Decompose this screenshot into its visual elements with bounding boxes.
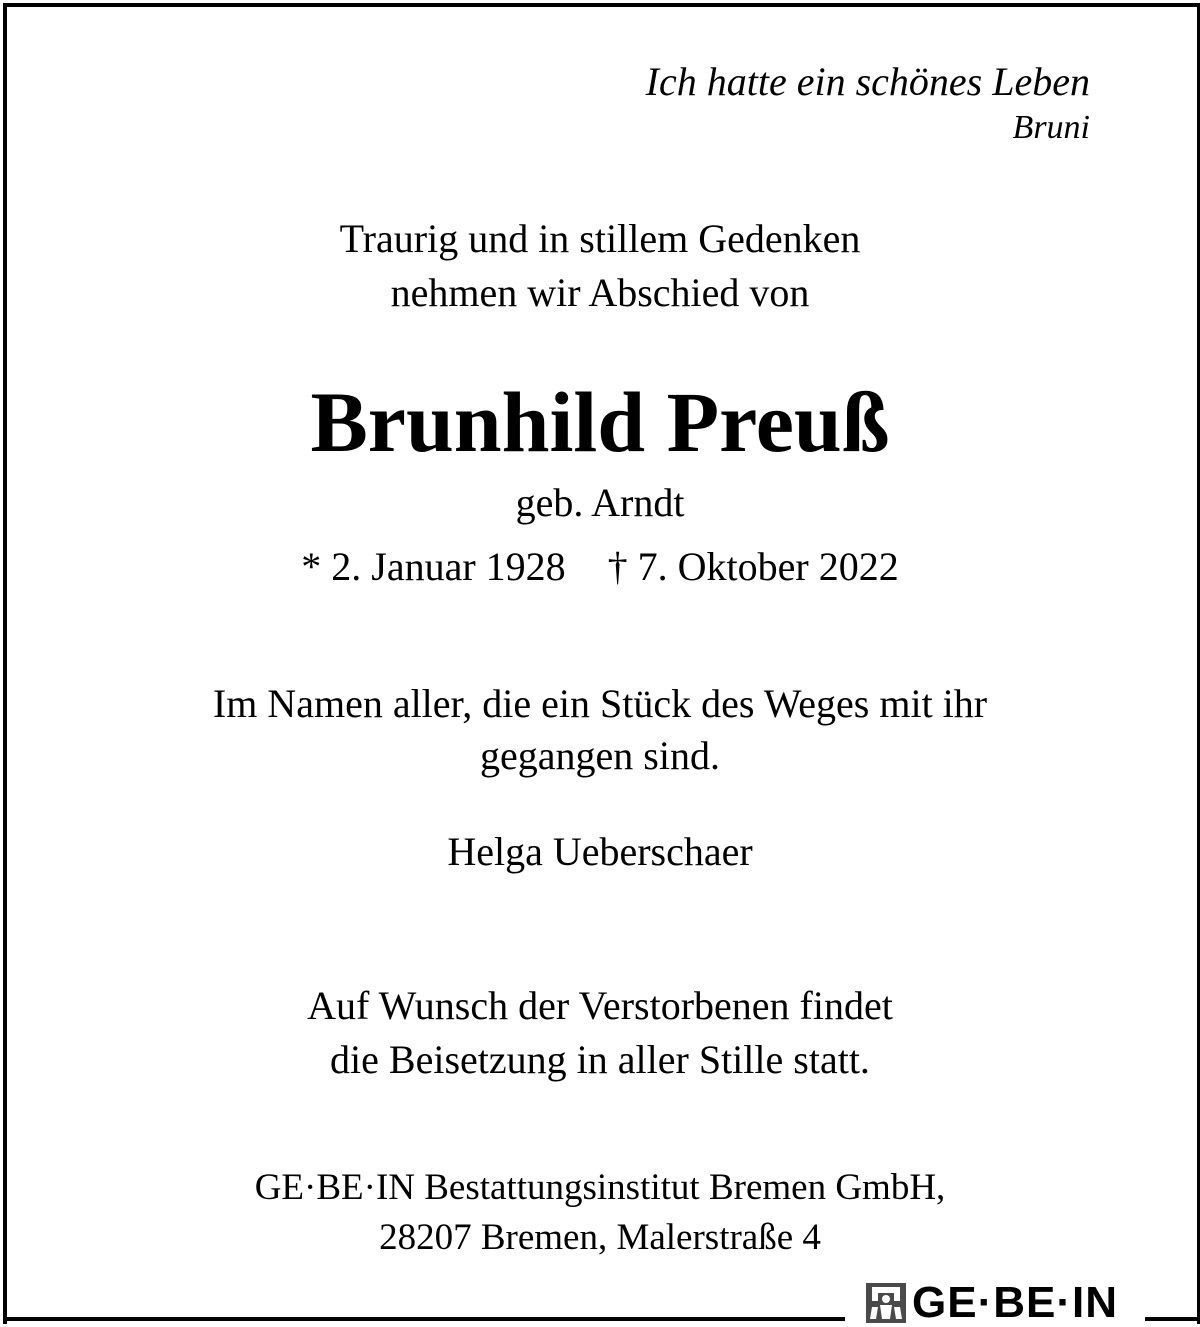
- maiden-name: geb. Arndt: [515, 480, 685, 525]
- gebein-logo: [860, 1280, 1124, 1325]
- bottom-rule-right: [1145, 1317, 1197, 1321]
- logo-text: GE·BE·IN: [912, 1278, 1118, 1327]
- bottom-rule-left: [3, 1317, 845, 1321]
- mourners-text: [0, 678, 1200, 782]
- funeral-home: [0, 1163, 1200, 1263]
- birth-date: * 2. Januar 1928: [301, 544, 566, 589]
- signer-name: Helga Ueberschaer: [447, 829, 753, 874]
- mourners-line-1: Im Namen aller, die ein Stück des Weges mit ihr: [212, 681, 988, 726]
- funeral-home-address: 28207 Bremen, Malerstraße 4: [379, 1217, 821, 1258]
- life-dates: [0, 540, 1200, 594]
- burial-notice: [0, 979, 1200, 1087]
- motto-quote: Ich hatte ein schönes Leben: [645, 59, 1090, 104]
- death-date: † 7. Oktober 2022: [607, 544, 899, 589]
- notice-line-1: Auf Wunsch der Verstorbenen findet: [307, 983, 893, 1028]
- intro-line-1: Traurig und in stillem Gedenken: [339, 216, 861, 261]
- mourners-line-2: gegangen sind.: [480, 733, 720, 778]
- deceased-name: Brunhild Preuß: [310, 374, 890, 470]
- motto: [646, 58, 1090, 150]
- notice-border: [3, 3, 1200, 1327]
- motto-signature: Bruni: [1012, 109, 1090, 146]
- gebein-emblem-icon: [866, 1283, 906, 1323]
- funeral-home-name: GE·BE·IN Bestattungsinstitut Bremen GmbH,: [254, 1167, 946, 1208]
- notice-line-2: die Beisetzung in aller Stille statt.: [330, 1037, 870, 1082]
- intro-line-2: nehmen wir Abschied von: [390, 270, 810, 315]
- intro-text: [0, 212, 1200, 320]
